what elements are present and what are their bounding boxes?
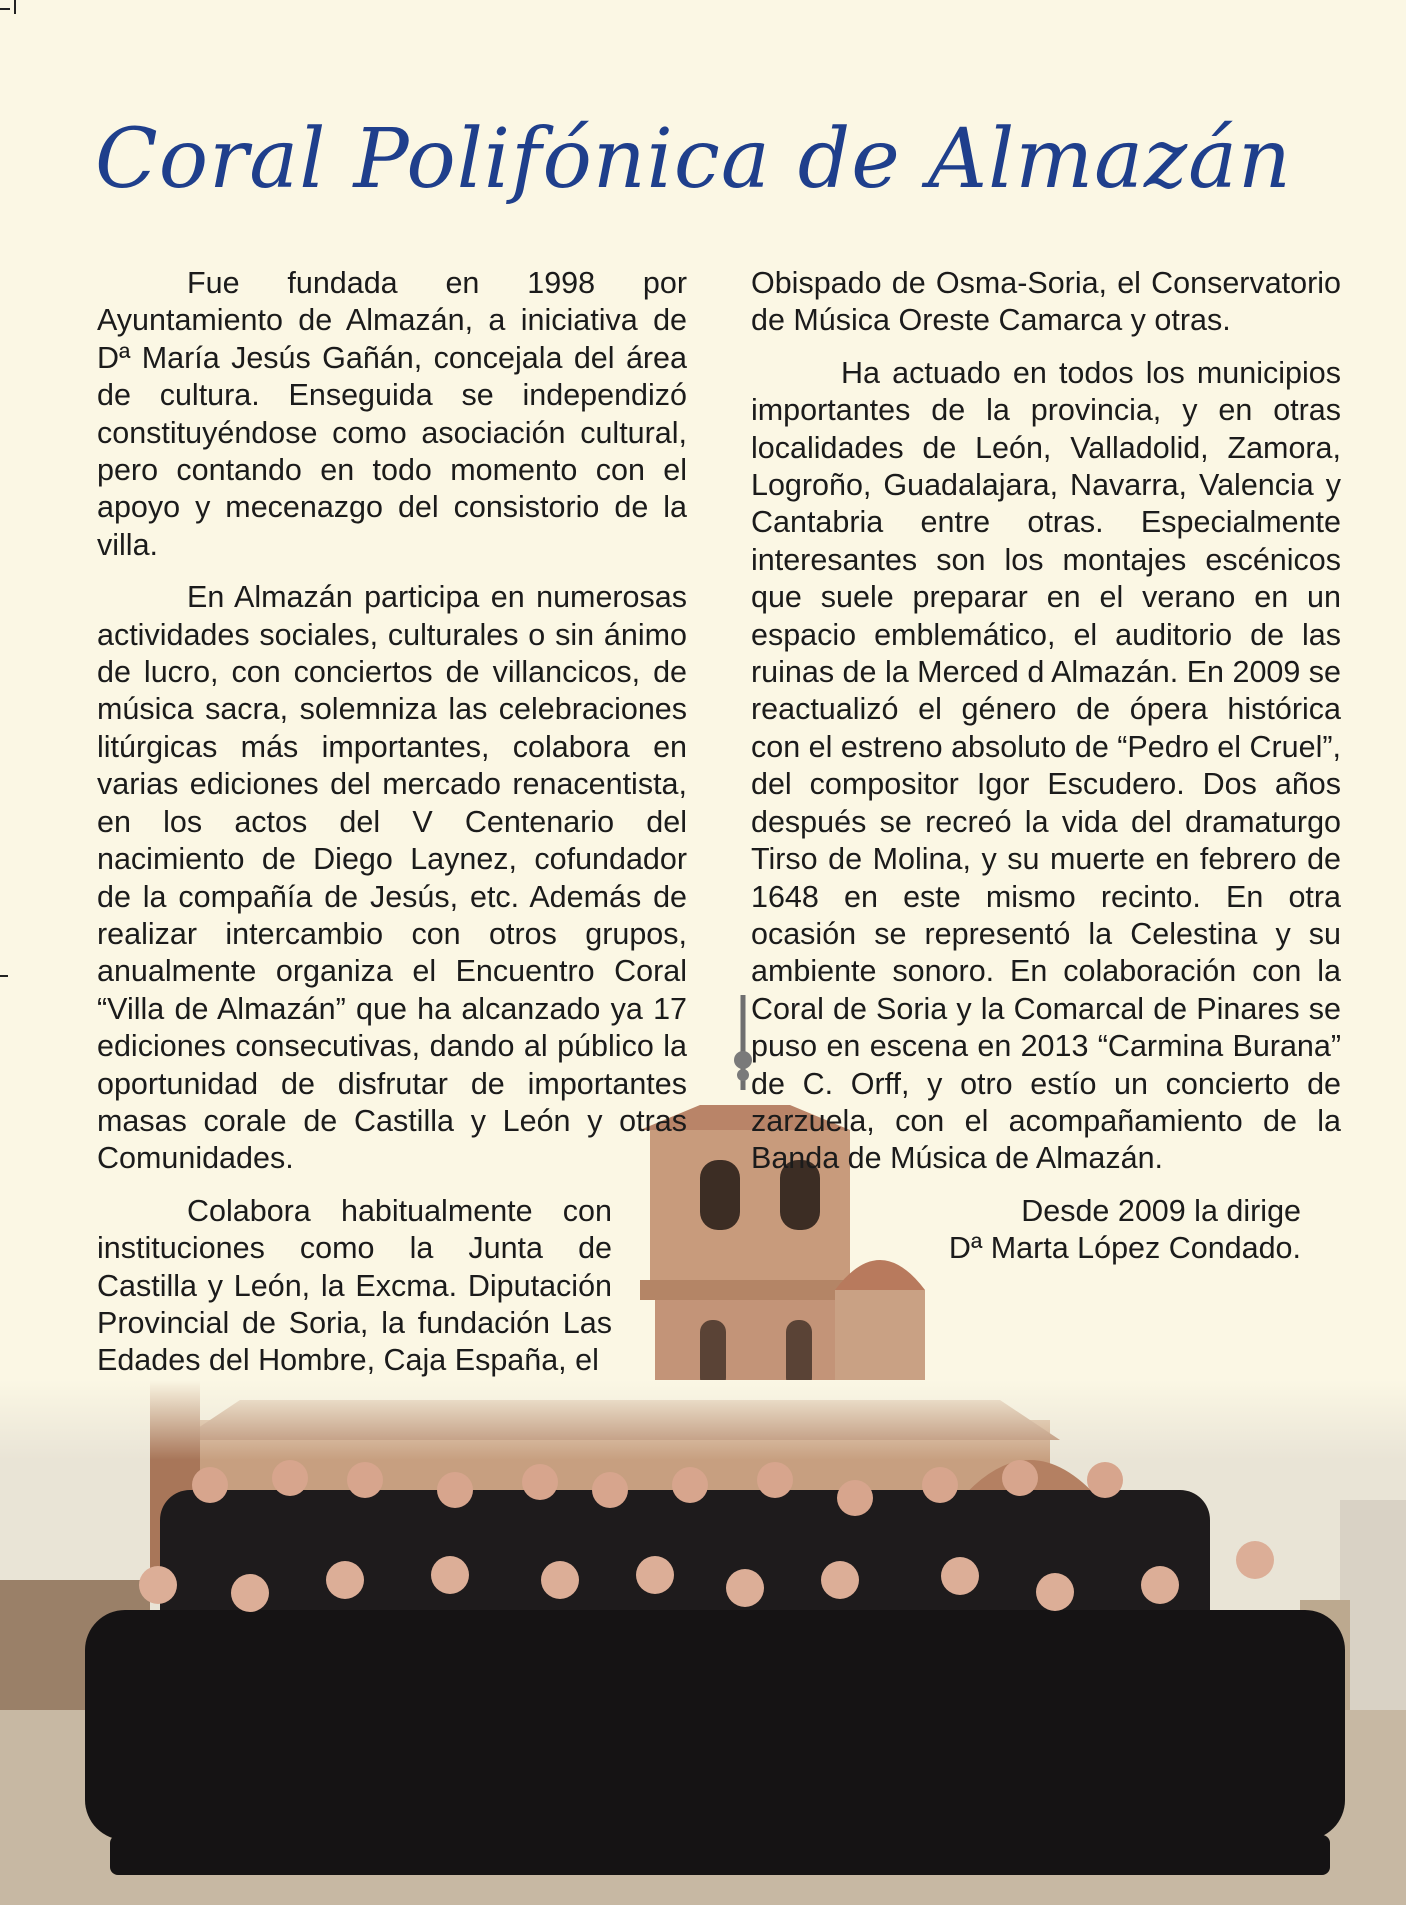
page-title: Coral Polifónica de Almazán: [95, 112, 1292, 207]
paragraph: Obispado de Osma-Soria, el Conservatorio de Música Oreste Camarca y otras.: [751, 266, 1341, 338]
signature-line: Desde 2009 la dirige: [1021, 1193, 1301, 1228]
choir-photo: [0, 1380, 1406, 1905]
paragraph: Colabora habitualmente con instituciones como la Junta de Castilla y León, la Excma. Diputación Provincial de Soria, la fundación Las Edades del Hombre, Caja España, el: [97, 1193, 612, 1378]
signature-line: Dª Marta López Condado.: [948, 1231, 1301, 1266]
paragraph: Ha actuado en todos los municipios importantes de la provincia, y en otras localidades de León, Valladolid, Zamora, Logroño, Guadalajara, Navarra, Valencia y Cantabria entre otras. Especialmente interesantes son los montajes escénicos que suele preparar en el verano en un espacio emblemático, el auditorio de las ruinas de la Merced d Almazán. En 2009 se reactualizó el género de ópera histórica con el estreno absoluto de “Pedro el Cruel”, del compositor Igor Escudero. Dos años después se recreó la vida del dramaturgo Tirso de Molina, y su muerte en febrero de 1648 en este mismo recinto. En otra ocasión se representó la Celestina y su ambiente sonoro. En colaboración con la Coral de Soria y la Comarcal de Pinares se puso en escena en 2013 “Carmina Burana” de C. Orff, y otro estío un concierto de zarzuela, con el acompañamiento de la Banda de Música de Almazán.: [751, 355, 1342, 1176]
left-column: [97, 265, 687, 1395]
right-column: [751, 265, 1341, 1268]
paragraph: En Almazán participa en numerosas actividades sociales, culturales o sin ánimo de lucro, con conciertos de villancicos, de música sacra, solemniza las celebraciones litúrgicas más importantes, colabora en varias ediciones del mercado renacentista, en los actos del V Centenario del nacimiento de Diego Laynez, cofundador de la compañía de Jesús, etc. Además de realizar intercambio con otros grupos, anualmente organiza el Encuentro Coral “Villa de Almazán” que ha alcanzado ya 17 ediciones consecutivas, dando al público la oportunidad de disfrutar de importantes masas corale de Castilla y León y otras Comunidades.: [97, 580, 687, 1176]
paragraph: Fue fundada en 1998 por Ayuntamiento de Almazán, a iniciativa de Dª María Jesús Gañán, concejala del área de cultura. Enseguida se independizó constituyéndose como asociación cultural, pero contando en todo momento con el apoyo y mecenazgo del consistorio de la villa.: [97, 266, 687, 562]
